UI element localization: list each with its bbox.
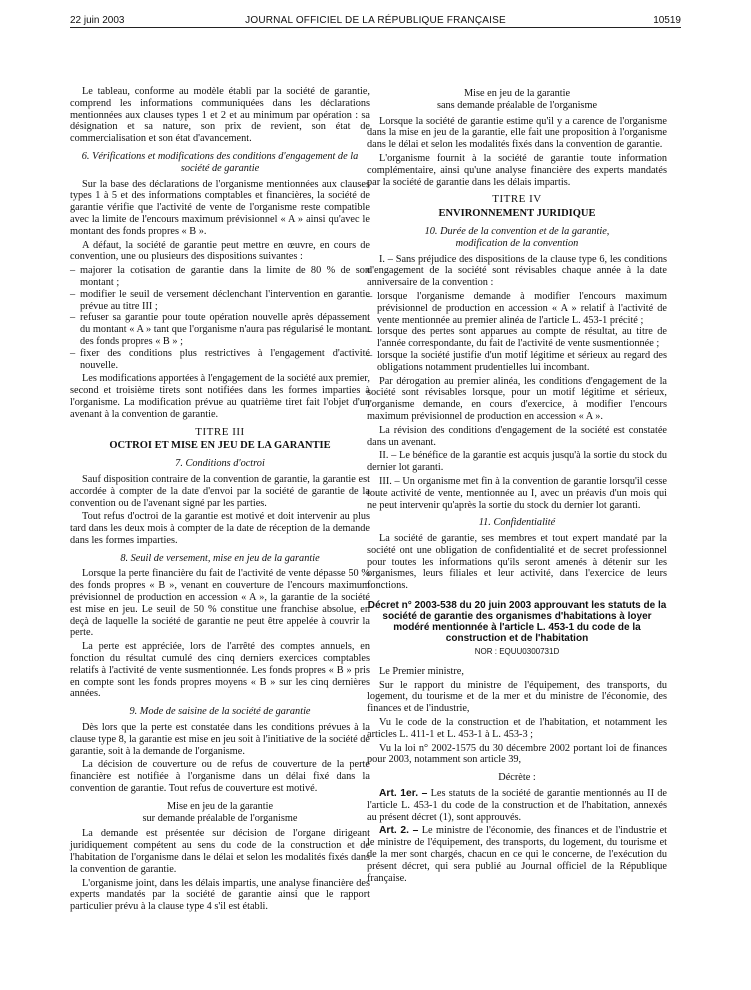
paragraph: Par dérogation au premier alinéa, les conditions d'engagement de la société sont révisables lorsque, pour un motif légitime et sérieux, l'organisme demande, en cours d'exercice, à modifier l'encours maximum prévisionnel de production en accession « A ». [367,375,667,422]
paragraph: La société de garantie, ses membres et tout expert mandaté par la société ont une obligation de confidentialité et de secret professionnel pour toutes les informations qu'ils seront amenés à détenir sur les organismes, leurs filiales et leur activité, dans l'exercice de leurs fonctions. [367,533,667,592]
paragraph: Vu le code de la construction et de l'habitation, et notamment les articles L. 411-1 et L. 453-1 à L. 453-3 ; [367,717,667,740]
subsection-heading: Mise en jeu de la garantie [166,800,274,812]
list-item: – refuser sa garantie pour toute opération nouvelle après dépassement du montant « A » tant que l'organisme n'aura pas régularisé le montant des fonds propres « B » ; [70,312,370,347]
list-item: – modifier le seuil de versement déclenchant l'intervention en garantie prévue au titre III ; [70,289,370,313]
article-2 [367,825,667,884]
section-heading: 6. Vérifications et modifications des conditions d'engagement de la société de garantie [81,150,359,174]
right-column [367,88,667,886]
paragraph: A défaut, la société de garantie peut mettre en œuvre, en cours de convention, une ou plusieurs des dispositions suivantes : [70,239,370,263]
dash-list [70,265,370,371]
section-heading: modification de la convention [455,237,579,249]
header-date: 22 juin 2003 [70,15,125,26]
paragraph: Le tableau, conforme au modèle établi par la société de garantie, comprend les informations communiquées dans les déclarations mentionnées aux clauses types 1 et 2 et au minimum par opération : sa désignation et sa nature, son prix de revient, son état de commercialisation et son état d'avancement. [70,86,370,145]
header-rule [70,27,681,28]
decrete-heading: Décrète : [498,772,536,784]
article-1 [367,788,667,823]
article-text: Le ministre de l'économie, des finances et de l'industrie et le ministre de l'équipement, des transports, du logement, du tourisme et de la mer sont chargés, chacun en ce qui le concerne, de l'exécution du présent décret, qui sera publié au Journal officiel de la République française. [367,825,668,884]
list-item: – lorsque la société justifie d'un motif légitime et sérieux au regard des obligations notamment prudentielles lui incombant. [367,350,667,374]
paragraph: Sur le rapport du ministre de l'équipement, des transports, du logement, du tourisme et de la mer et du ministre de l'économie, des finances et de l'industrie, [367,679,667,715]
paragraph: Sur la base des déclarations de l'organisme mentionnées aux clauses types 1 à 5 et des informations comptables et financières, la société de garantie vérifie que l'activité de vente de l'organisme reste compatible avec la limite de l'encours maximum prévisionnel « A » ainsi qu'avec le montant des fonds propres « B ». [70,178,370,237]
subsection-heading: sur demande préalable de l'organisme [142,812,298,824]
subsection-heading: sans demande préalable de l'organisme [436,99,598,111]
paragraph: La perte est appréciée, lors de l'arrêté des comptes annuels, en fonction du résultat cumulé des cinq derniers exercices comptables relatifs à l'activité de vente susmentionnée. Les fonds propres « B » pris en compte sont les fonds propres moyens « B » sur les cinq dernières années. [70,641,370,700]
titre-heading: TITRE III [195,425,245,438]
list-item: – lorsque l'organisme demande à modifier l'encours maximum prévisionnel de production en accession « A » relatif à l'activité de vente mentionnée au premier alinéa de l'article L. 453-1 précité ; [367,291,667,326]
paragraph: Vu la loi n° 2002-1575 du 30 décembre 2002 portant loi de finances pour 2003, notamment son article 39, [367,742,667,766]
list-item: – majorer la cotisation de garantie dans la limite de 80 % de son montant ; [70,265,370,289]
paragraph: La décision de couverture ou de refus de couverture de la perte financière est notifiée à l'organisme dans un délai fixé dans la convention de garantie. Tout refus de couverture est motivé. [70,759,370,795]
section-heading: 11. Confidentialité [478,517,556,529]
paragraph: L'organisme joint, dans les délais impartis, une analyse financière des experts mandatés par la société de garantie ainsi que le rapport particulier prévu à la clause type 4 s'il est établi. [70,877,370,913]
dash-list [367,291,667,374]
left-column [70,86,370,915]
titre-heading: TITRE IV [492,193,542,206]
paragraph: Les modifications apportées à l'engagement de la société aux premier, second et troisième tirets sont notifiées dans les formes imparties à l'organisme. La modification prévue au quatrième tiret fait l'objet d'un avenant à la convention de garantie. [70,373,370,420]
paragraph: III. – Un organisme met fin à la convention de garantie lorsqu'il cesse toute activité de vente, mentionnée au I, avec un préavis d'un mois qui ne peut intervenir qu'après la sortie du stock du dernier lot garanti. [367,475,667,511]
paragraph: Tout refus d'octroi de la garantie est motivé et doit intervenir au plus tard dans les deux mois à compter de la date de réception de la demande dans les formes imparties. [70,511,370,546]
paragraph: Lorsque la société de garantie estime qu'il y a carence de l'organisme dans la mise en jeu de la garantie, elle fait une proposition à l'organisme dans le délai et selon les modalités fixés dans la convention de garantie. [367,115,667,151]
paragraph: I. – Sans préjudice des dispositions de la clause type 6, les conditions d'engagement de la société sont révisables chaque année à la date anniversaire de la convention : [367,253,667,289]
article-text: Les statuts de la société de garantie mentionnés au II de l'article L. 453-1 du code de la construction et de l'habitation, annexés au présent décret (1), sont approuvés. [367,788,668,823]
section-heading: 7. Conditions d'octroi [175,458,265,470]
paragraph: Le Premier ministre, [379,665,464,677]
section-heading: 9. Mode de saisine de la société de garantie [129,706,311,718]
paragraph: Lorsque la perte financière du fait de l'activité de vente dépasse 50 % des fonds propres « B », venant en couverture de l'encours maximum prévisionnel de production en accession « A », la garantie de la société est mise en jeu. Le seuil de 50 % constitue une franchise absolue, en deçà de laquelle la société de garantie ne peut être appelée à couvrir la perte. [70,568,370,639]
list-item: – fixer des conditions plus restrictives à l'engagement d'activité nouvelle. [70,348,370,372]
article-label: Art. 1er. – [379,788,428,800]
section-heading: 10. Durée de la convention et de la garantie, [424,225,610,237]
list-item: – lorsque des pertes sont apparues au compte de résultat, au titre de l'année correspondante, du fait de l'activité de vente susmentionnée ; [367,326,667,350]
paragraph: II. – Le bénéfice de la garantie est acquis jusqu'à la sortie du stock du dernier lot garanti. [367,450,667,474]
header-page-number: 10519 [653,15,681,26]
article-label: Art. 2. – [379,825,419,837]
section-heading: 8. Seuil de versement, mise en jeu de la garantie [120,552,320,564]
titre-subheading: ENVIRONNEMENT JURIDIQUE [438,208,596,220]
page-header [70,10,681,26]
decree-title: Décret n° 2003-538 du 20 juin 2003 approuvant les statuts de la société de garantie des organismes d'habitations à loyer modéré mentionnée à l'article L. 453-1 du code de la construction et de l'habitation [367,600,667,645]
titre-subheading: OCTROI ET MISE EN JEU DE LA GARANTIE [109,440,331,452]
paragraph: Dès lors que la perte est constatée dans les conditions prévues à la clause type 8, la garantie est mise en jeu soit à l'initiative de la société de garantie, soit à la demande de l'organisme. [70,722,370,757]
paragraph: La révision des conditions d'engagement de la société est constatée dans un avenant. [367,424,667,448]
nor-reference: NOR : EQUU0300731D [474,647,560,657]
subsection-heading: Mise en jeu de la garantie [463,88,571,99]
header-journal-title: JOURNAL OFFICIEL DE LA RÉPUBLIQUE FRANÇAISE [245,15,506,26]
paragraph: Sauf disposition contraire de la convention de garantie, la garantie est accordée à compter de la date d'envoi par la société de garantie de la convention ou de l'avenant signé par les parties. [70,473,370,509]
paragraph: L'organisme fournit à la société de garantie toute information complémentaire, ainsi qu'une analyse financière des experts mandatés par la société de garantie dans les délais impartis. [367,152,667,188]
paragraph: La demande est présentée sur décision de l'organe dirigeant juridiquement compétent au sens du code de la construction et de l'habitation de l'organisme dans le délai et selon les modalités fixés dans la convention de garantie. [70,828,370,875]
